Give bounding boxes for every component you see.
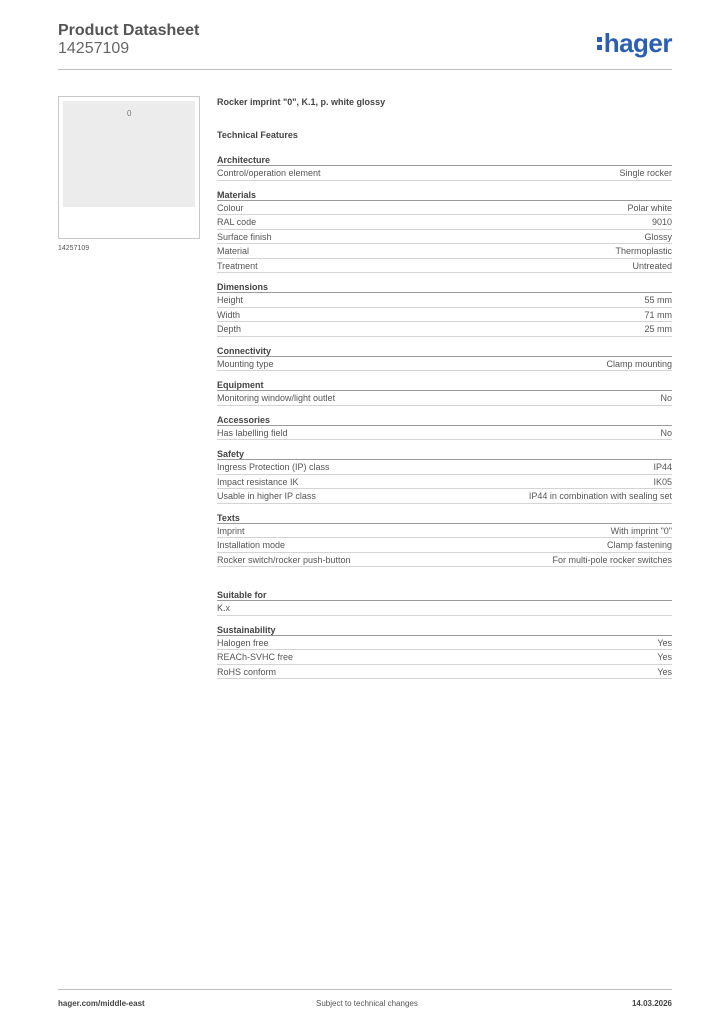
feature-label: Colour: [217, 202, 244, 213]
feature-sections: [217, 155, 672, 679]
product-name: Rocker imprint "0", K.1, p. white glossy: [217, 97, 386, 107]
section-title: Accessories: [217, 415, 672, 426]
footer-date: 14.03.2026: [631, 999, 672, 1008]
page-footer: [58, 989, 672, 1009]
section: [217, 625, 672, 680]
feature-value: 9010: [651, 217, 672, 227]
section: [217, 380, 672, 406]
feature-value: IP44 in combination with sealing set: [528, 491, 672, 501]
feature-label: Has labelling field: [217, 427, 288, 438]
page-header: [58, 22, 672, 70]
feature-value: IK05: [653, 476, 672, 487]
feature-row: [217, 601, 672, 616]
section-title: Equipment: [217, 380, 672, 391]
feature-label: Monitoring window/light outlet: [217, 393, 336, 403]
feature-value: No: [660, 427, 672, 438]
features-title: Technical Features: [217, 130, 298, 140]
feature-row: [217, 166, 672, 181]
hager-logo: [597, 28, 672, 59]
feature-label: Surface finish: [217, 231, 272, 242]
feature-row: [217, 293, 672, 308]
section-title: Suitable for: [217, 590, 672, 601]
feature-value: Glossy: [644, 231, 672, 242]
section-title: Safety: [217, 449, 672, 460]
section-title: Sustainability: [217, 625, 672, 636]
feature-label: Rocker switch/rocker push-button: [217, 554, 351, 565]
feature-label: REACh-SVHC free: [217, 652, 294, 662]
feature-row: [217, 322, 672, 337]
feature-row: [217, 665, 672, 680]
footer-note: Subject to technical changes: [316, 999, 418, 1008]
feature-value: For multi-pole rocker switches: [552, 554, 672, 565]
feature-label: Halogen free: [217, 637, 269, 648]
feature-value: 25 mm: [644, 324, 672, 334]
section: [217, 590, 672, 616]
section: [217, 190, 672, 274]
article-number: 14257109: [58, 40, 130, 57]
rocker-imprint: 0: [127, 109, 132, 118]
section: [217, 282, 672, 337]
section-title: Dimensions: [217, 282, 672, 293]
section: [217, 346, 672, 372]
feature-label: Impact resistance IK: [217, 476, 299, 487]
product-image: [58, 96, 200, 239]
document-title: Product Datasheet: [58, 22, 200, 39]
section-title: Architecture: [217, 155, 672, 166]
feature-label: Ingress Protection (IP) class: [217, 462, 330, 472]
rocker-plate: [63, 101, 195, 207]
feature-value: IP44: [653, 462, 672, 472]
logo-text: hager: [603, 28, 672, 58]
section: [217, 513, 672, 568]
feature-row: [217, 475, 672, 490]
feature-value: Yes: [657, 652, 672, 662]
feature-label: Depth: [217, 324, 242, 334]
logo-colon-icon: [597, 35, 603, 51]
feature-label: Mounting type: [217, 358, 274, 369]
feature-label: Height: [217, 295, 244, 305]
feature-row: [217, 215, 672, 230]
footer-website: hager.com/middle-east: [58, 999, 145, 1008]
feature-row: [217, 636, 672, 651]
feature-value: Clamp mounting: [606, 358, 672, 369]
feature-row: [217, 259, 672, 274]
feature-label: RAL code: [217, 217, 257, 227]
section-title: Materials: [217, 190, 672, 201]
feature-value: Yes: [657, 666, 672, 677]
feature-value: With imprint "0": [610, 525, 672, 536]
feature-row: [217, 308, 672, 323]
feature-value: 71 mm: [644, 309, 672, 320]
feature-row: [217, 650, 672, 665]
feature-label: Installation mode: [217, 540, 286, 550]
feature-row: [217, 426, 672, 441]
feature-value: Single rocker: [619, 168, 672, 178]
feature-row: [217, 244, 672, 259]
feature-value: Thermoplastic: [615, 246, 672, 256]
feature-row: [217, 553, 672, 568]
section-title: Connectivity: [217, 346, 672, 357]
feature-row: [217, 391, 672, 406]
feature-row: [217, 201, 672, 216]
feature-label: Control/operation element: [217, 168, 321, 178]
feature-row: [217, 357, 672, 372]
feature-label: Usable in higher IP class: [217, 491, 316, 501]
feature-value: Polar white: [627, 202, 672, 213]
feature-row: [217, 524, 672, 539]
section: [217, 415, 672, 441]
section: [217, 449, 672, 504]
feature-value: 55 mm: [644, 295, 672, 305]
feature-value: Untreated: [632, 260, 672, 271]
feature-label: Width: [217, 309, 241, 320]
feature-label: Material: [217, 246, 250, 256]
feature-row: [217, 538, 672, 553]
section-title: Texts: [217, 513, 672, 524]
feature-row: [217, 230, 672, 245]
feature-row: [217, 460, 672, 475]
feature-label: Imprint: [217, 525, 245, 536]
feature-label: RoHS conform: [217, 666, 277, 677]
feature-row: [217, 489, 672, 504]
feature-value: Clamp fastening: [606, 540, 672, 550]
image-caption: 14257109: [58, 245, 90, 252]
section: [217, 155, 672, 181]
feature-value: No: [660, 393, 672, 403]
feature-label: K.x: [217, 603, 231, 613]
feature-value: Yes: [657, 637, 672, 648]
datasheet-content: [217, 96, 672, 688]
feature-label: Treatment: [217, 260, 258, 271]
